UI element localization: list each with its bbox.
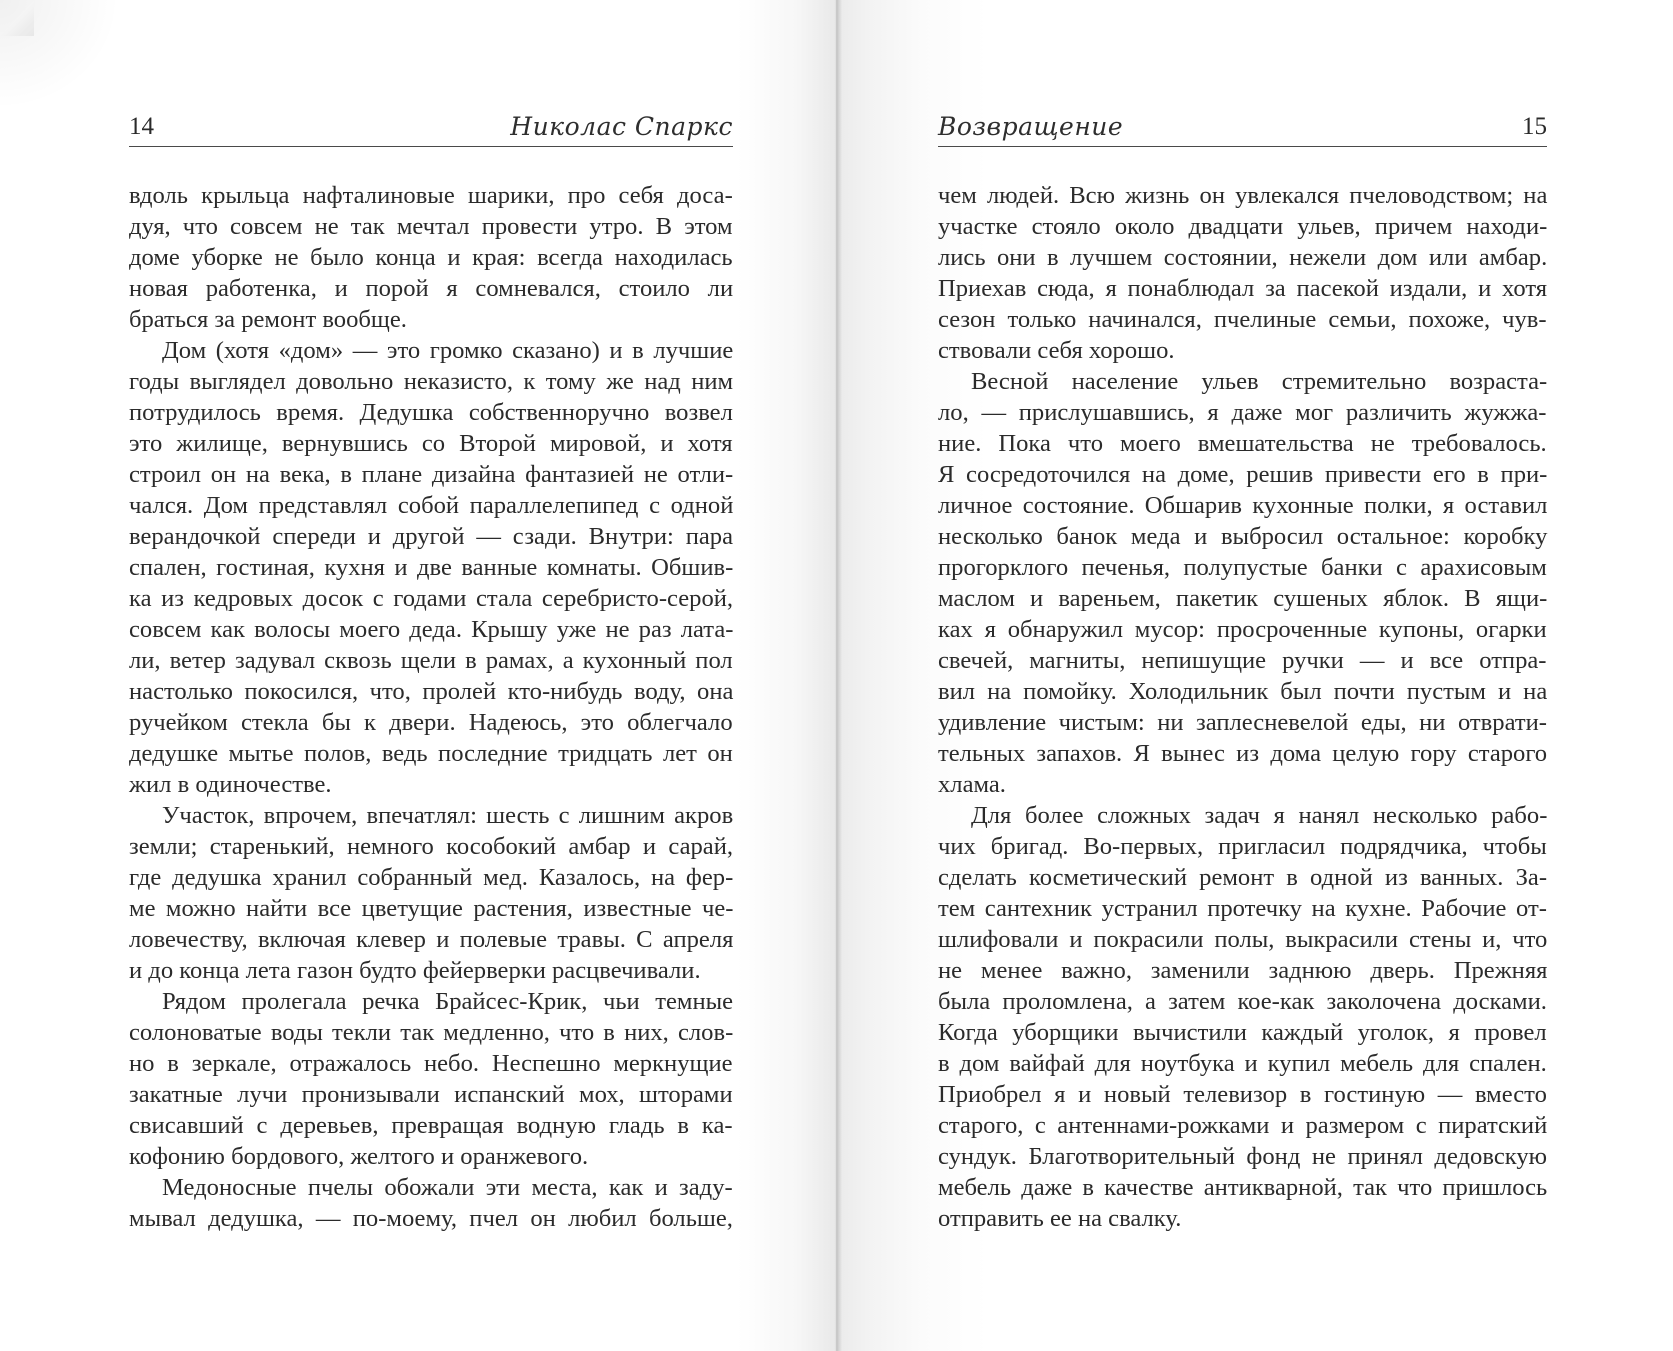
text-line: не менее важно, заменили заднюю дверь. Прежняя bbox=[938, 957, 1548, 984]
text-line: Дом (хотя «дом» — это громко сказано) и в лучшие bbox=[162, 337, 734, 364]
text-line: маслом и вареньем, пакетик сушеных яблок. В ящи- bbox=[938, 585, 1548, 612]
text-line: ках я обнаружил мусор: просроченные купоны, огарки bbox=[938, 616, 1547, 643]
text-line: годы выглядел довольно неказисто, к тому же над ним bbox=[129, 368, 734, 395]
text-line: Рядом пролегала речка Брайсес-Крик, чьи темные bbox=[162, 988, 734, 1015]
text-line: ка из кедровых досок с годами стала серебристо-серой, bbox=[129, 585, 734, 612]
page-curl-shadow bbox=[0, 0, 120, 110]
text-line: личное состояние. Обшарив кухонные полки, я оставил bbox=[938, 492, 1548, 519]
text-line: Для более сложных задач я нанял несколько рабо- bbox=[971, 802, 1548, 829]
text-line: сезон только начинался, пчелиные семьи, похоже, чув- bbox=[938, 306, 1547, 333]
text-line: старого, с антеннами-рожками и размером с пиратский bbox=[938, 1112, 1548, 1139]
text-line: доме уборке не было конца и края: всегда находилась bbox=[129, 244, 733, 271]
text-line: Участок, впрочем, впечатлял: шесть с лишним акров bbox=[162, 802, 734, 829]
text-line: верандочкой спереди и другой — сзади. Внутри: пара bbox=[129, 523, 733, 550]
text-line: строил он на века, в плане дизайна фантазией не отли- bbox=[129, 461, 734, 488]
text-line: дуя, что совсем не так мечтал провести утро. В этом bbox=[129, 213, 733, 240]
text-line: ручейком стекла бы к двери. Надеюсь, это облегчало bbox=[129, 709, 733, 736]
text-line: сделать косметический ремонт в одной из ванных. За- bbox=[938, 864, 1548, 891]
text-line: свечей, магниты, непишущие ручки — и все отпра- bbox=[938, 647, 1547, 674]
text-line: где дедушка хранил собранный мед. Казалось, на фер- bbox=[129, 864, 734, 891]
text-line: Приобрел я и новый телевизор в гостиную — вместо bbox=[938, 1081, 1547, 1108]
text-line: ствовали себя хорошо. bbox=[938, 337, 1175, 364]
text-line: была проломлена, а затем кое-как заколочена досками. bbox=[938, 988, 1547, 1015]
right-page-body bbox=[938, 180, 1547, 1234]
text-line: это жилище, вернувшись со Второй мировой, и хотя bbox=[129, 430, 733, 457]
text-line: спален, гостиная, кухня и две ванные комнаты. Обшив- bbox=[129, 554, 734, 581]
text-line: дедушке мытье полов, ведь последние тридцать лет он bbox=[129, 740, 733, 767]
text-line: Когда уборщики вычистили каждый уголок, я провел bbox=[938, 1019, 1547, 1046]
text-line: мебель даже в качестве антикварной, так что пришлось bbox=[938, 1174, 1548, 1201]
running-title-book: Возвращение bbox=[938, 112, 1124, 141]
text-line: чался. Дом представлял собой параллелепипед с одной bbox=[129, 492, 734, 519]
text-line: но в зеркале, отражалось небо. Неспешно меркнущие bbox=[129, 1050, 733, 1077]
text-line: ловечеству, включая клевер и полевые травы. С апреля bbox=[129, 926, 734, 953]
text-line: и до конца лета газон будто фейерверки расцвечивали. bbox=[129, 957, 701, 984]
text-line: жил в одиночестве. bbox=[129, 771, 332, 798]
left-page-header bbox=[129, 108, 733, 147]
text-line: удивление чистым: ни заплесневелой еды, ни отврати- bbox=[938, 709, 1547, 736]
text-line: потрудилось время. Дедушка собственноручно возвел bbox=[129, 399, 733, 426]
text-line: настолько покосился, что, пролей кто-нибудь воду, она bbox=[129, 678, 734, 705]
text-line: ме можно найти все цветущие растения, известные че- bbox=[129, 895, 734, 922]
text-line: браться за ремонт вообще. bbox=[129, 306, 407, 333]
left-page-body bbox=[129, 180, 733, 1234]
running-title-author: Николас Спаркс bbox=[510, 112, 733, 141]
text-line: мывал дедушка, — по-моему, пчел он любил больше, bbox=[129, 1205, 733, 1232]
text-line: сундук. Благотворительный фонд не принял дедовскую bbox=[938, 1143, 1547, 1170]
text-line: ние. Пока что моего вмешательства не требовалось. bbox=[938, 430, 1547, 457]
text-line: солоноватые воды текли так медленно, что в них, слов- bbox=[129, 1019, 734, 1046]
text-line: вдоль крыльца нафталиновые шарики, про себя доса- bbox=[129, 182, 733, 209]
text-line: совсем как волосы моего деда. Крышу уже не раз лата- bbox=[129, 616, 734, 643]
text-line: отправить ее на свалку. bbox=[938, 1205, 1182, 1232]
text-line: новая работенка, и порой я сомневался, стоило ли bbox=[129, 275, 734, 302]
text-line: несколько банок меда и выбросил остальное: коробку bbox=[938, 523, 1548, 550]
text-line: тельных запахов. Я вынес из дома целую гору старого bbox=[938, 740, 1548, 767]
text-line: Медоносные пчелы обожали эти места, как и заду- bbox=[162, 1174, 733, 1201]
text-line: кофонию бордового, желтого и оранжевого. bbox=[129, 1143, 589, 1170]
text-line: в дом вайфай для ноутбука и купил мебель для спален. bbox=[938, 1050, 1547, 1077]
text-line: участке стояло около двадцати ульев, причем находи- bbox=[938, 213, 1548, 240]
page-number: 15 bbox=[1522, 113, 1547, 140]
text-line: шлифовали и покрасили полы, выкрасили стены и, что bbox=[938, 926, 1548, 953]
text-line: прогорклого печенья, полупустые банки с арахисовым bbox=[938, 554, 1547, 581]
text-line: земли; старенький, немного кособокий амбар и сарай, bbox=[129, 833, 734, 860]
text-line: лись они в лучшем состоянии, нежели дом или амбар. bbox=[938, 244, 1548, 271]
text-line: чем людей. Всю жизнь он увлекался пчеловодством; на bbox=[938, 182, 1548, 209]
text-line: свисавший с деревьев, превращая водную гладь в ка- bbox=[129, 1112, 733, 1139]
text-line: хлама. bbox=[938, 771, 1006, 798]
text-line: ло, — прислушавшись, я даже мог различить жужжа- bbox=[938, 399, 1547, 426]
right-page-header bbox=[938, 108, 1547, 147]
text-line: ли, ветер задувал сквозь щели в рамах, а кухонный пол bbox=[129, 647, 733, 674]
text-line: Я сосредоточился на доме, решив привести его в при- bbox=[938, 461, 1548, 488]
text-line: чих бригад. Во-первых, пригласил подрядчика, чтобы bbox=[938, 833, 1547, 860]
text-line: Приехав сюда, я понаблюдал за пасекой издали, и хотя bbox=[938, 275, 1548, 302]
text-line: закатные лучи пронизывали испанский мох, шторами bbox=[129, 1081, 733, 1108]
text-line: вил на помойку. Холодильник был почти пустым и на bbox=[938, 678, 1548, 705]
page-number: 14 bbox=[129, 113, 154, 140]
text-line: Весной население ульев стремительно возраста- bbox=[971, 368, 1548, 395]
text-line: тем сантехник устранил протечку на кухне. Рабочие от- bbox=[938, 895, 1547, 922]
